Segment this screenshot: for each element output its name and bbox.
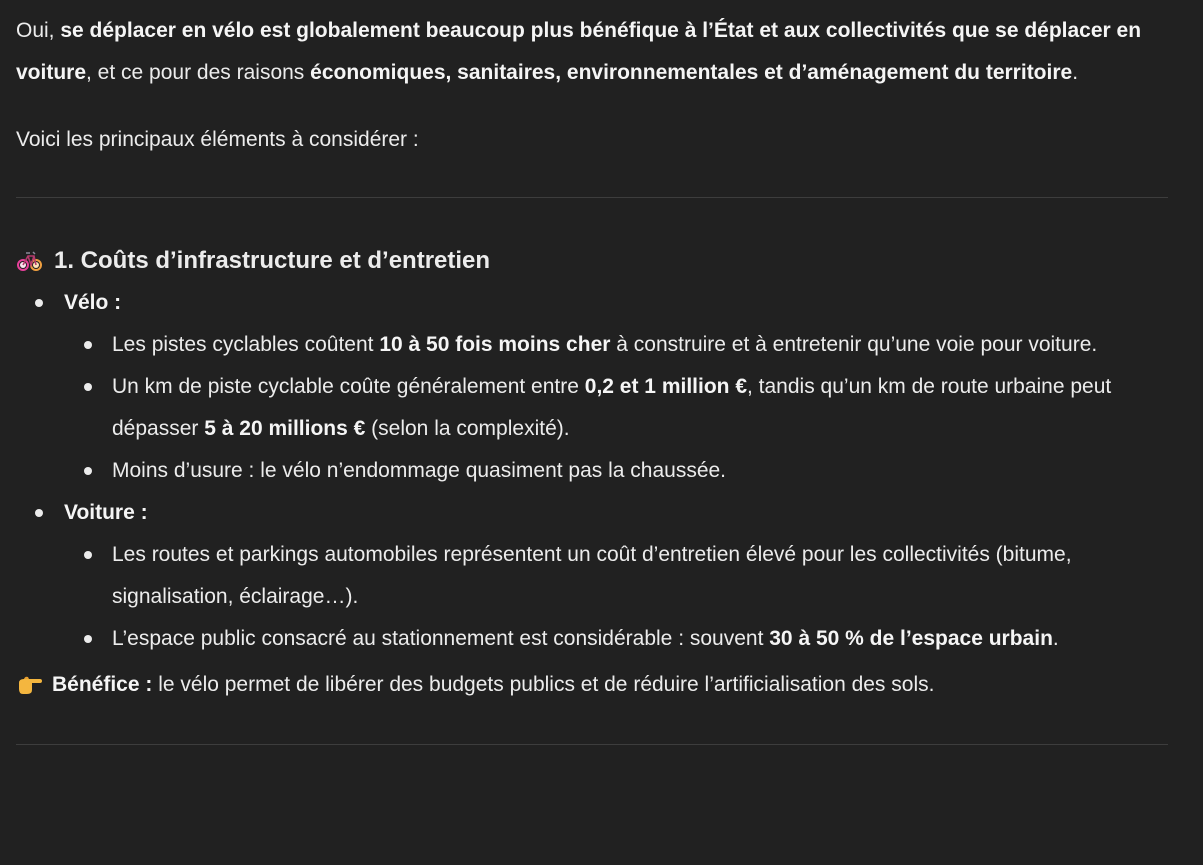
text: (selon la complexité). (365, 417, 570, 440)
lead-paragraph: Voici les principaux éléments à considérer : (16, 128, 419, 151)
benefit-line (16, 664, 1168, 706)
intro-paragraph (16, 10, 1168, 94)
list-item (64, 366, 1168, 450)
sub-list (64, 324, 1168, 492)
sub-list (64, 534, 1168, 660)
pointing-hand-icon (16, 671, 44, 699)
category-list (16, 282, 1168, 660)
text: Un km de piste cyclable coûte généralement entre (112, 375, 585, 398)
text: , tandis qu’un km de route urbaine peut dépasser (112, 375, 1112, 440)
bold-text: se déplacer en vélo est globalement beaucoup plus bénéfique à l’État et aux collectivités que se déplacer en voiture (16, 19, 1142, 84)
list-item (64, 324, 1168, 366)
benefit-text: le vélo permet de libérer des budgets publics et de réduire l’artificialisation des sols. (152, 673, 935, 696)
list-item (64, 450, 1168, 492)
text: Moins d’usure : le vélo n’endommage quasiment pas la chaussée. (112, 459, 727, 482)
divider (16, 197, 1168, 198)
bold-text: 5 à 20 millions € (204, 417, 366, 440)
text: Oui, (16, 19, 61, 42)
bold-text: 30 à 50 % de l’espace urbain (769, 627, 1053, 650)
text: , et ce pour des raisons (86, 61, 311, 84)
bold-text: 10 à 50 fois moins cher (379, 333, 611, 356)
bold-text: économiques, sanitaires, environnementales et d’aménagement du territoire (310, 61, 1073, 84)
bicycle-icon (16, 247, 44, 275)
text: Les routes et parkings automobiles représentent un coût d’entretien élevé pour les collectivités (bitume, signalisation, éclairage…). (112, 543, 1072, 608)
divider (16, 744, 1168, 745)
text: à construire et à entretenir qu’une voie pour voiture. (610, 333, 1098, 356)
bold-text: 0,2 et 1 million € (584, 375, 747, 398)
list-item-voiture (16, 492, 1168, 660)
list-item (64, 534, 1168, 618)
section-title: 1. Coûts d’infrastructure et d’entretien (54, 247, 491, 274)
section-heading (16, 240, 1168, 282)
list-item-velo (16, 282, 1168, 492)
text: . (1052, 627, 1059, 650)
benefit-label: Bénéfice : (52, 673, 153, 696)
text: Les pistes cyclables coûtent (112, 333, 380, 356)
text: L’espace public consacré au stationnement est considérable : souvent (112, 627, 770, 650)
list-item (64, 618, 1168, 660)
text: . (1072, 61, 1079, 84)
category-label: Vélo : (64, 291, 122, 314)
category-label: Voiture : (64, 501, 148, 524)
